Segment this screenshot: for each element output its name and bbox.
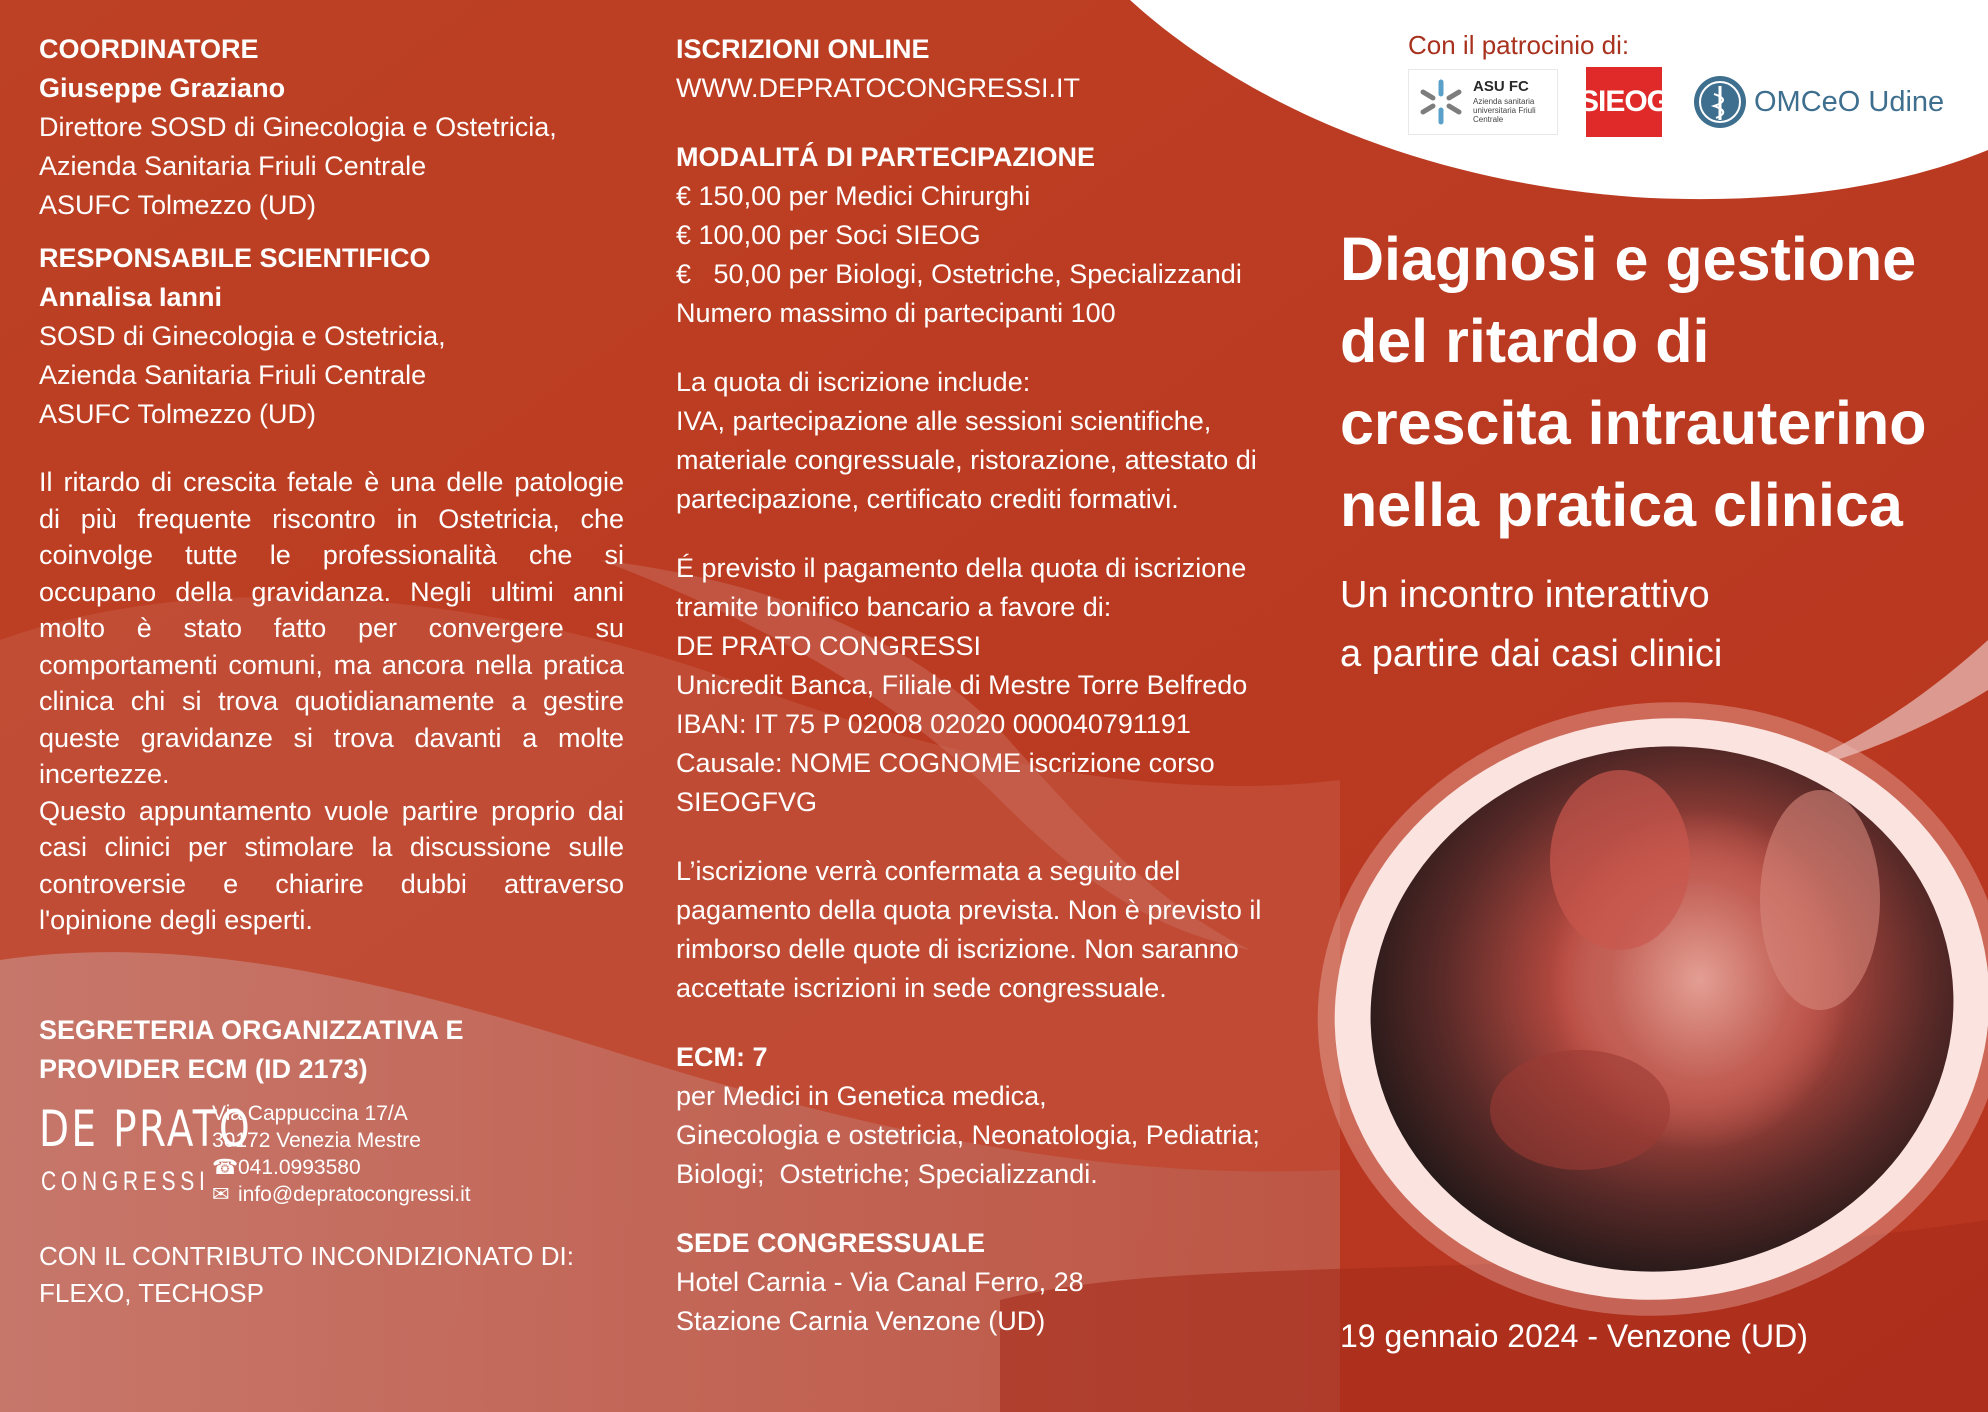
middle-column — [676, 30, 1296, 1341]
payment-line: SIEOGFVG — [676, 787, 818, 817]
registration-url[interactable]: WWW.DEPRATOCONGRESSI.IT — [676, 73, 1081, 103]
payment-line: DE PRATO CONGRESSI — [676, 631, 982, 661]
event-title-line: crescita intrauterino — [1340, 389, 1927, 457]
event-title — [1340, 218, 1980, 546]
de-prato-logo-sub: CONGRESSI — [41, 1166, 210, 1196]
secretariat-heading-line: PROVIDER ECM (ID 2173) — [39, 1054, 368, 1084]
includes-text: IVA, partecipazione alle sessioni scientifiche, materiale congressuale, ristorazione, attestato di partecipazione, certificato crediti formativi. — [676, 406, 1257, 514]
scientific-line: SOSD di Ginecologia e Ostetricia, — [39, 321, 446, 351]
venue-line: Hotel Carnia - Via Canal Ferro, 28 — [676, 1267, 1084, 1297]
phone-icon: ☎ — [212, 1156, 239, 1179]
coordinator-name: Giuseppe Graziano — [39, 73, 286, 103]
asufc-logo-icon — [1417, 78, 1465, 126]
patronage-label: Con il patrocinio di: — [1408, 30, 1630, 60]
event-title-line: Diagnosi e gestione — [1340, 225, 1917, 293]
scientific-line: Azienda Sanitaria Friuli Centrale — [39, 360, 427, 390]
event-title-line: del ritardo di — [1340, 307, 1710, 375]
phone-number: 041.0993580 — [238, 1156, 361, 1179]
contribution — [39, 1238, 574, 1312]
payment-line: É previsto il pagamento della quota di iscrizione — [676, 553, 1247, 583]
intro-paragraph-2: Questo appuntamento vuole partire proprio dai casi clinici per stimolare la discussione sulle controversie e chiarire dubbi attraverso l'opinione degli esperti. — [39, 795, 624, 935]
event-subtitle-line: Un incontro interattivo — [1340, 574, 1710, 616]
contribution-heading: CON IL CONTRIBUTO INCONDIZIONATO DI: — [39, 1241, 574, 1271]
fee-line: € 150,00 per Medici Chirurghi — [676, 181, 1031, 211]
participation-heading: MODALITÁ DI PARTECIPAZIONE — [676, 142, 1095, 172]
venue-heading: SEDE CONGRESSUALE — [676, 1228, 986, 1258]
de-prato-logo-name: DE PRATO — [39, 1100, 253, 1158]
max-participants: Numero massimo di partecipanti 100 — [676, 298, 1116, 328]
asufc-logo — [1408, 69, 1558, 135]
sieog-logo: SIEOG — [1586, 67, 1662, 137]
intro-paragraph: Il ritardo di crescita fetale è una delle patologie di più frequente riscontro in Ostetricia, che coinvolge tutte le professionalità che si occupano della gravidanza. Negli ultimi anni molto è stato fatto per convergere su comportamenti comuni, ma ancora nella pratica clinica chi si trova quotidianamente a gestire queste gravidanze si trova davanti a molte incertezze. — [39, 467, 624, 789]
email-address[interactable]: info@depratocongressi.it — [238, 1183, 471, 1206]
scientific-heading: RESPONSABILE SCIENTIFICO — [39, 243, 431, 273]
payment-line: Causale: NOME COGNOME iscrizione corso — [676, 748, 1215, 778]
ecm-heading: ECM: 7 — [676, 1042, 768, 1072]
event-date: 19 gennaio 2024 - Venzone (UD) — [1340, 1318, 1808, 1354]
asufc-logo-title: ASU FC — [1473, 78, 1529, 95]
ecm-line: per Medici in Genetica medica, — [676, 1081, 1047, 1111]
omceo-logo — [1692, 74, 1944, 130]
includes-intro: La quota di iscrizione include: — [676, 367, 1031, 397]
left-column — [39, 30, 624, 939]
event-subtitle-line: a partire dai casi clinici — [1340, 633, 1723, 675]
secretariat-address — [212, 1100, 471, 1208]
confirmation-text: L’iscrizione verrà confermata a seguito del pagamento della quota prevista. Non è previsto il rimborso delle quote di iscrizione. Non saranno accettate iscrizioni in sede congressuale. — [676, 856, 1262, 1003]
event-title-line: nella pratica clinica — [1340, 471, 1903, 539]
fee-line: € 100,00 per Soci SIEOG — [676, 220, 981, 250]
fee-line: € 50,00 per Biologi, Ostetriche, Specializzandi — [676, 259, 1242, 289]
scientific-name: Annalisa Ianni — [39, 282, 223, 312]
omceo-logo-text: OMCeO Udine — [1754, 86, 1945, 118]
envelope-icon: ✉ — [212, 1183, 230, 1206]
scientific-line: ASUFC Tolmezzo (UD) — [39, 399, 317, 429]
caduceus-icon — [1692, 74, 1748, 130]
ecm-line: Biologi; Ostetriche; Specializzandi. — [676, 1159, 1098, 1189]
event-subtitle — [1340, 566, 1940, 684]
coordinator-line: Azienda Sanitaria Friuli Centrale — [39, 151, 427, 181]
payment-line: Unicredit Banca, Filiale di Mestre Torre Belfredo — [676, 670, 1248, 700]
secretariat-heading-line: SEGRETERIA ORGANIZZATIVA E — [39, 1015, 464, 1045]
ecm-line: Ginecologia e ostetricia, Neonatologia, Pediatria; — [676, 1120, 1260, 1150]
address-line: Via Cappuccina 17/A — [212, 1102, 408, 1125]
venue-line: Stazione Carnia Venzone (UD) — [676, 1306, 1046, 1336]
secretariat-heading — [39, 1011, 599, 1089]
coordinator-line: ASUFC Tolmezzo (UD) — [39, 190, 317, 220]
registration-heading: ISCRIZIONI ONLINE — [676, 34, 930, 64]
payment-iban: IBAN: IT 75 P 02008 02020 000040791191 — [676, 709, 1191, 739]
coordinator-heading: COORDINATORE — [39, 34, 259, 64]
address-line: 30172 Venezia Mestre — [212, 1129, 421, 1152]
coordinator-line: Direttore SOSD di Ginecologia e Ostetricia, — [39, 112, 557, 142]
de-prato-logo — [39, 1100, 253, 1205]
payment-line: tramite bonifico bancario a favore di: — [676, 592, 1112, 622]
asufc-logo-subtitle: Azienda sanitaria universitaria Friuli Centrale — [1473, 97, 1536, 124]
contribution-sponsors: FLEXO, TECHOSP — [39, 1278, 264, 1308]
